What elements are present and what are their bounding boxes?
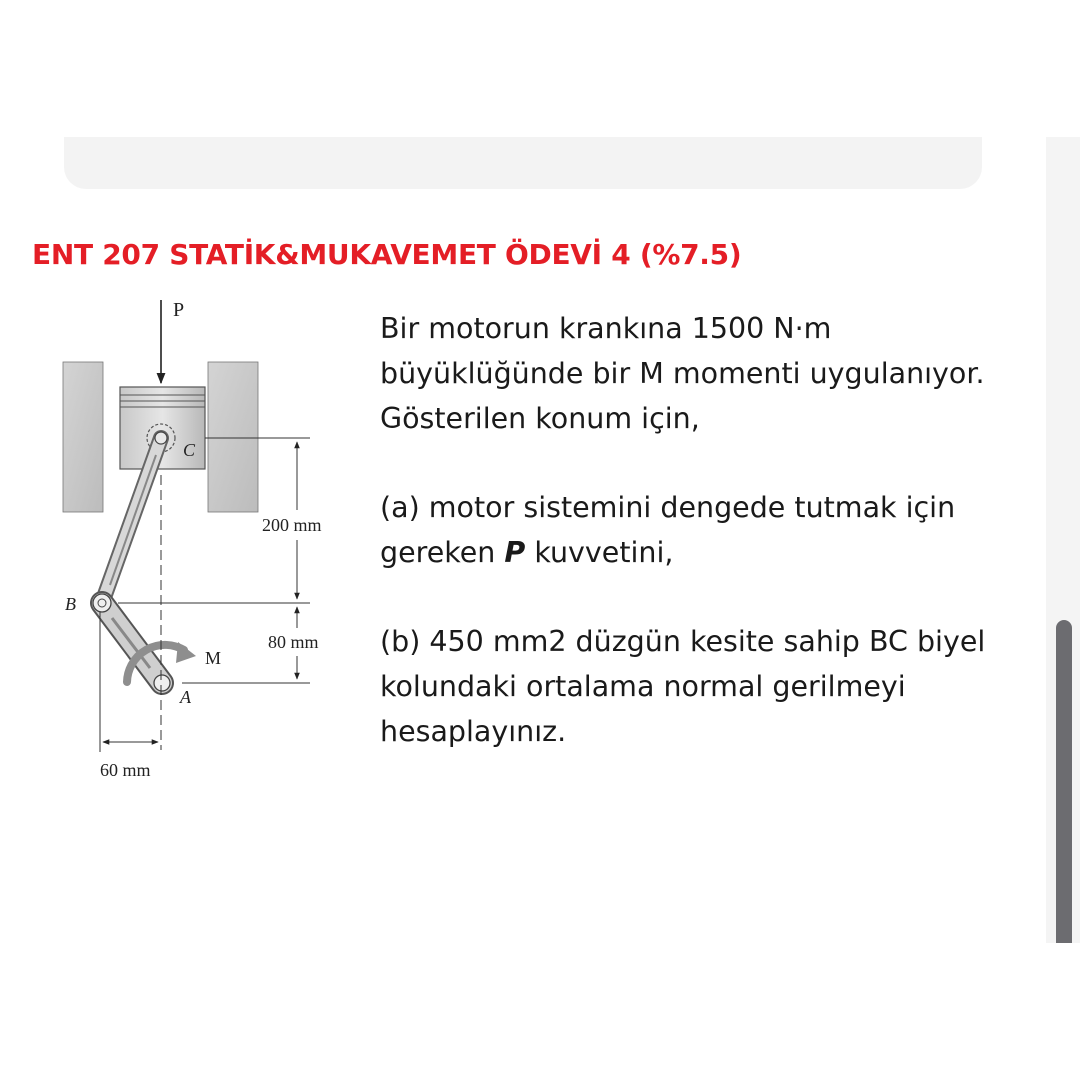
- dim-60-label: 60 mm: [100, 760, 151, 780]
- part-a-suffix: kuvvetini,: [525, 536, 674, 569]
- crank-mechanism-figure: [0, 290, 370, 790]
- part-a-prefix: (a) motor sistemini dengede tutmak için gereken: [380, 491, 956, 569]
- crank-diagram: [0, 290, 370, 790]
- top-panel: [64, 137, 982, 189]
- label-b: B: [65, 594, 76, 614]
- problem-intro: Bir motorun krankına 1500 N·m büyüklüğünde bir M momenti uygulanıyor. Gösterilen konum için,: [380, 312, 985, 435]
- label-a: A: [180, 687, 191, 707]
- problem-part-b: (b) 450 mm2 düzgün kesite sahip BC biyel kolundaki ortalama normal gerilmeyi hesaplayınız.: [380, 625, 986, 748]
- part-a-force-symbol: P: [504, 536, 526, 569]
- dim-200-label: 200 mm: [262, 515, 322, 535]
- scrollbar-thumb[interactable]: [1056, 620, 1072, 943]
- label-c: C: [183, 440, 196, 460]
- dim-80-label: 80 mm: [268, 632, 319, 652]
- cylinder-wall-left: [63, 362, 103, 512]
- pin-a: [154, 675, 170, 691]
- label-m: M: [205, 648, 222, 668]
- pin-b: [93, 594, 111, 612]
- problem-part-a: [380, 485, 1030, 575]
- moment-arrowhead: [176, 642, 196, 663]
- label-p: P: [173, 299, 185, 321]
- cylinder-wall-right: [208, 362, 258, 512]
- problem-statement: [380, 306, 1030, 798]
- page-title: ENT 207 STATİK&MUKAVEMET ÖDEVİ 4 (%7.5): [32, 238, 742, 271]
- pin-c: [155, 432, 167, 444]
